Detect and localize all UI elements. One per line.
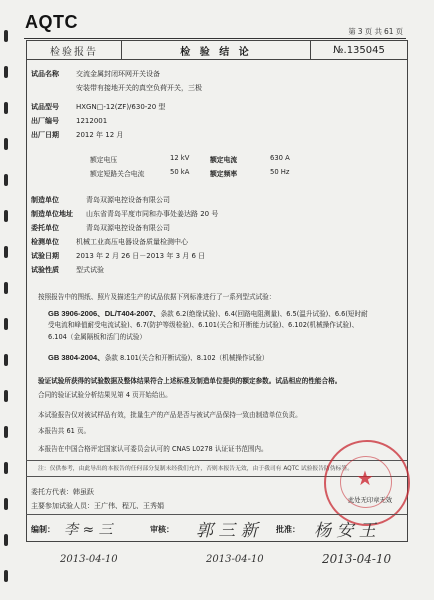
report-type: 检验报告	[27, 41, 122, 59]
approved-date: 2013-04-10	[322, 552, 392, 566]
conclusion-line: 验证试验所获得的试验数据及整体结果符合上述标准及制造单位提供的额定参数。试品相应的性能合格。	[38, 377, 342, 385]
standard-line: 受电流和峰值耐受电流试验)、6.7(防护等级检验)、6.101(关合和开断能力试验)、6.102(机械操作试验)、	[48, 321, 359, 329]
conclusion-line: 本试验报告仅对被试样品有效，批量生产的产品是否与被试产品保持一致由制造单位负责。	[38, 411, 302, 419]
compiled-signature: 李 ≈ 三	[64, 522, 113, 538]
test-intro: 按照报告中的图纸、照片及描述生产的试品依据下列标准进行了一系列型式试验：	[38, 293, 276, 301]
conclusion-line: 本报告共 61 页。	[38, 427, 91, 435]
standard-line: 6.104（金属隔板和活门的试验）	[48, 333, 147, 341]
rating-label: 额定电流	[210, 156, 238, 164]
report-page: AQTC 第 3 页 共 61 页 检验报告 检 验 结 论 №.135045 试品名称 交流金属封闭环网开关设备 安装带有接地开关的真空负荷开关，三极 试品型号 HXGN□-12(ZF)/630-20 型 出厂编号 1212001 出厂日期 2012 年 12 月 额定电压 12 kV 额定电流 630 A 额定短路关合电流 50 kA 额定频率 50 Hz 制造单位 青岛双源电控设备有限公司 制造单位地址 山东省青岛平度市同和办事处姜达路 20 号 委托单位 青岛双源电控设备有限公司 检测单位 机械工业高压电器设备质量检测中心 试验日期 2013 年 2 月 26 日－2013 年 3 月 6 日 试验性质 型式试验 按照报告中的图纸、照片及描述生产的试品依据下列标准进行了一系列型式试验： GB 3906-2006、DL/T404-2007、条款 6.2(绝缘试验)、6.4(回路电阻测量)、6.5(温升试验)、6.6(短时耐 受电流和峰值耐受电流试验)、6.7(防护等级检验)、6.101(关合和开断能力试验)、6.102(机械操作试验)、 6.104（金属隔板和活门的试验） GB 3804-2004、条款 8.101(关合和开断试验)、8.102（机械操作试验） 验证试验所获得的试验数据及整体结果符合上述标准及制造单位提供的额定参数。试品相应的性能合格。 合同的验证试验分析结果见第 4 页开始给出。 本试验报告仅对被试样品有效，批量生产的产品是否与被试产品保持一致由制造单位负责。 本报告共 61 页。 本报告在中国合格评定国家认可委员会认可的 CNAS L0278 认证证书范围内。 注：仅供参考，由此导出的本报告的任何部分复制未经我们允许，否则本报告无效，由于我司有 AQTC 试验报告防伪标签。 委托方代表：韩虽跃 主要参加试验人员：王广伟、程兀、王秀娟 此处无印章无效 ★ 编制： 李 ≈ 三 审核： 郭 三 新 批准： 杨 安 王 2013-04-10 2013-04-10 2013-04-10	[0, 0, 434, 600]
conclusion-line: 本报告在中国合格评定国家认可委员会认可的 CNAS L0278 认证证书范围内。	[38, 445, 268, 453]
report-number: №.135045	[333, 44, 385, 56]
rating-label: 额定短路关合电流	[90, 170, 145, 178]
reviewed-signature: 郭 三 新	[196, 521, 258, 541]
rating-value: 630 A	[270, 154, 290, 162]
note-text: 注：仅供参考，由此导出的本报告的任何部分复制未经我们允许，否则本报告无效，由于我司有 AQTC 试验报告防伪标签。	[38, 466, 354, 472]
reviewed-date: 2013-04-10	[206, 554, 264, 565]
header-divider	[24, 38, 406, 39]
compiled-label: 编制：	[31, 525, 55, 534]
rating-value: 50 Hz	[270, 168, 290, 176]
official-seal: ★	[324, 440, 410, 526]
divider	[26, 514, 407, 515]
header-table	[26, 40, 408, 60]
compiled-date: 2013-04-10	[60, 554, 118, 565]
conclusion-line: 合同的验证试验分析结果见第 4 页开始给出。	[38, 391, 172, 399]
section-title: 检 验 结 论	[122, 41, 311, 59]
reviewed-label: 审核：	[150, 525, 174, 534]
standard-block: GB 3804-2004、条款 8.101(关合和开断试验)、8.102（机械操作试验）	[48, 353, 269, 362]
approved-label: 批准：	[276, 525, 300, 534]
rating-label: 额定频率	[210, 170, 238, 178]
rating-value: 50 kA	[170, 168, 190, 176]
binding-holes	[4, 0, 10, 600]
rating-value: 12 kV	[170, 154, 190, 162]
rating-label: 额定电压	[90, 156, 118, 164]
client-representative: 委托方代表：韩虽跃	[31, 488, 94, 496]
page-number: 第 3 页 共 61 页	[348, 27, 403, 36]
approved-signature: 杨 安 王	[314, 521, 376, 541]
aqtc-logo: AQTC	[25, 12, 78, 32]
stamp-note: 此处无印章无效	[348, 497, 393, 504]
standard-block: GB 3906-2006、DL/T404-2007、条款 6.2(绝缘试验)、6.4(回路电阻测量)、6.5(温升试验)、6.6(短时耐	[48, 309, 368, 318]
test-participants: 主要参加试验人员：王广伟、程兀、王秀娟	[31, 502, 164, 510]
